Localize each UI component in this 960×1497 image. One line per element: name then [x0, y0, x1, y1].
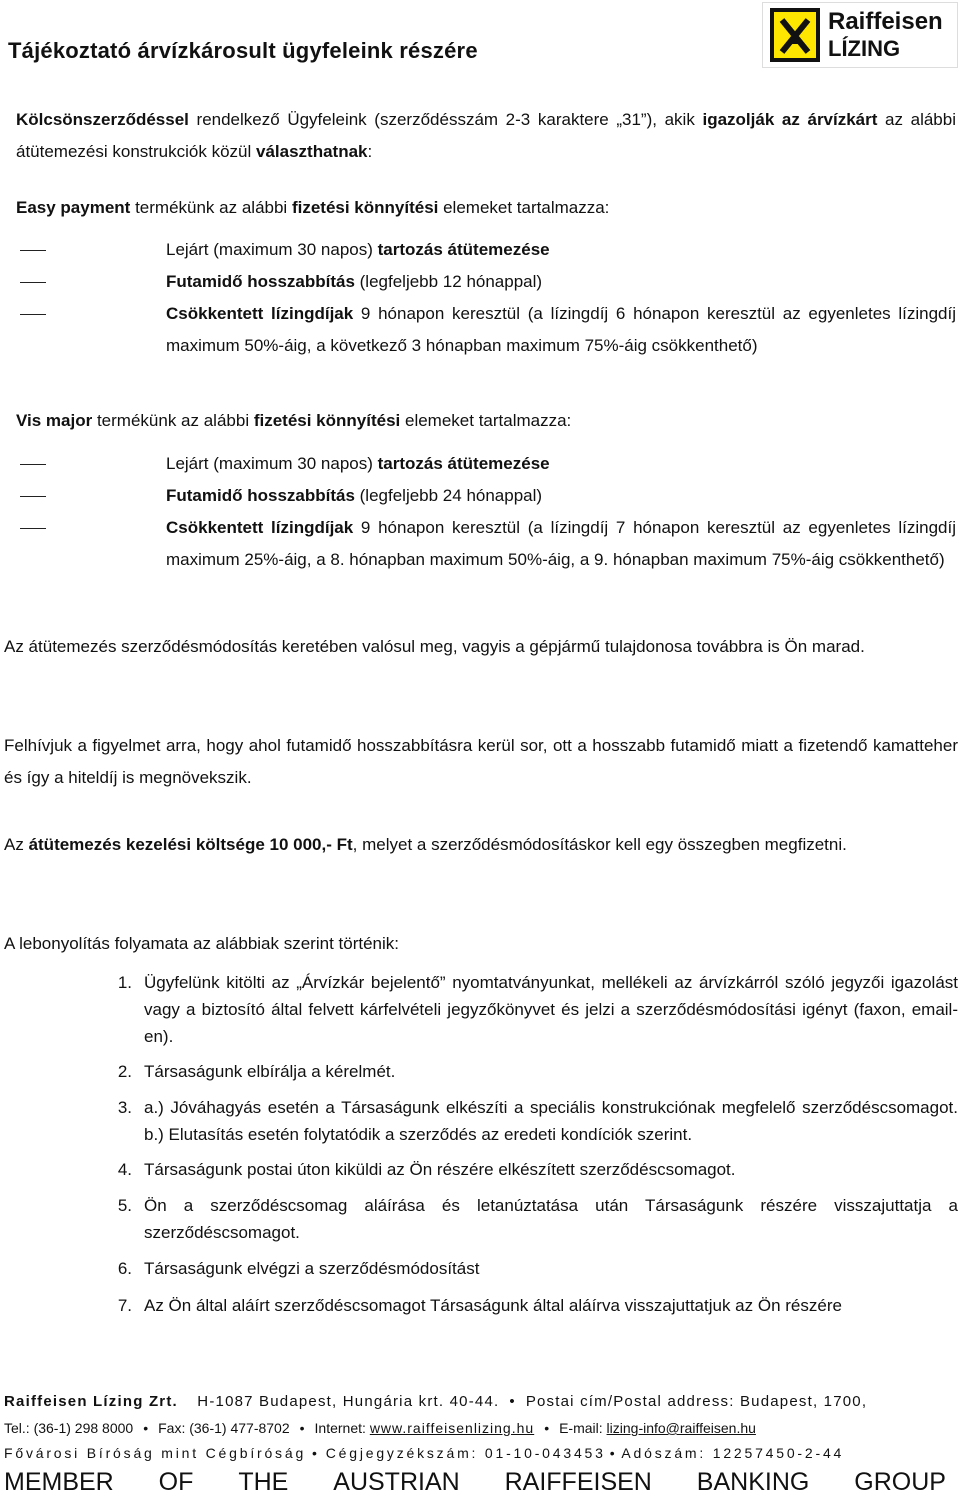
tagline-word: MEMBER	[4, 1468, 114, 1496]
intro-bold-3: árvízkárt	[807, 110, 878, 129]
vis-lead-bold-2: fizetési könnyítési	[253, 411, 401, 430]
intro-paragraph	[16, 104, 956, 168]
fee-paragraph: Az átütemezés kezelési költsége 10 000,- Ft, melyet a szerződésmódosításkor kell egy összegben megfizetni.	[4, 835, 847, 854]
footer-company-line	[4, 1393, 867, 1410]
bullet-icon: •	[609, 1445, 618, 1461]
intro-bold-1: Kölcsönszerződéssel	[16, 110, 189, 129]
tagline-word: THE	[238, 1468, 289, 1496]
footer-fax: Fax: (36-1) 477-8702	[158, 1420, 290, 1436]
page-title: Tájékoztató árvízkárosult ügyfeleink részére	[8, 38, 478, 63]
email-link[interactable]: lizing-info@raiffeisen.hu	[606, 1420, 756, 1436]
logo-text-lizing: LÍZING	[828, 36, 901, 61]
intro-text-2: az alábbi átütemezési konstrukciók közül	[16, 110, 956, 161]
process-step-7: 7. Az Ön által aláírt szerződéscsomagot Társaságunk által aláírva visszajuttatjuk az Ön részére	[117, 1296, 842, 1315]
easy-item-1: Lejárt (maximum 30 napos) tartozás átütemezése	[166, 234, 956, 266]
easy-lead-bold-2: fizetési könnyítési	[291, 198, 439, 217]
vis-lead-bold: Vis major	[16, 411, 93, 430]
easy-item-2: Futamidő hosszabbítás (legfeljebb 12 hónappal)	[166, 266, 956, 298]
vis-item-1: Lejárt (maximum 30 napos) tartozás átütemezése	[166, 448, 956, 480]
footer-tax: Adószám: 12257450-2-44	[621, 1445, 845, 1461]
easy-lead-text-2: elemeket tartalmazza:	[438, 198, 610, 217]
easy-payment-lead	[16, 192, 956, 224]
footer-regno: Cégjegyzékszám: 01-10-043453	[325, 1445, 606, 1461]
logo-text-raiffeisen: Raiffeisen	[828, 8, 943, 35]
intro-bold-2: igazolják az	[702, 110, 800, 129]
intro-bold-4: választhatnak	[256, 142, 368, 161]
bullet-icon: •	[143, 1420, 149, 1436]
footer-internet-label: Internet:	[314, 1420, 370, 1436]
easy-lead-bold: Easy payment	[16, 198, 131, 217]
process-step-5: 5. Ön a szerződéscsomag aláírása és letanúztatása után Társaságunk részére visszajuttatja a szerződéscsomagot.	[117, 1196, 958, 1242]
bullet-icon: •	[544, 1420, 550, 1436]
process-step-4: 4. Társaságunk postai úton kiküldi az Ön részére elkészített szerződéscsomagot.	[117, 1160, 736, 1179]
footer-court: Fővárosi Bíróság mint Cégbíróság	[4, 1445, 307, 1461]
footer-company: Raiffeisen Lízing Zrt.	[4, 1393, 178, 1410]
footer-postal: Postai cím/Postal address: Budapest, 1700,	[525, 1393, 868, 1410]
process-step-2: 2. Társaságunk elbírálja a kérelmét.	[117, 1062, 396, 1081]
website-link[interactable]: www.raiffeisenlizing.hu	[369, 1420, 535, 1436]
intro-text-1: rendelkező Ügyfeleink (szerződésszám 2-3 karaktere „31”), akik	[188, 110, 703, 129]
raiffeisen-logo	[762, 2, 958, 68]
process-lead: A lebonyolítás folyamata az alábbiak szerint történik:	[4, 934, 399, 953]
bullet-icon: •	[312, 1445, 320, 1461]
footer-address: H-1087 Budapest, Hungária krt. 40-44.	[197, 1393, 500, 1410]
bullet-icon: •	[299, 1420, 305, 1436]
process-step-6: 6. Társaságunk elvégzi a szerződésmódosítást	[117, 1259, 480, 1278]
vis-item-2: Futamidő hosszabbítás (legfeljebb 24 hónappal)	[166, 480, 956, 512]
process-step-3: 3. a.) Jóváhagyás esetén a Társaságunk elkészíti a speciális konstrukciónak megfelelő szerződéscsomagot. b.) Elutasítás esetén folytatódik a szerződés az eredeti kondíciók szerint.	[117, 1098, 958, 1144]
tagline-word: GROUP	[854, 1468, 946, 1496]
tagline-word: OF	[158, 1468, 194, 1496]
ownership-paragraph: Az átütemezés szerződésmódosítás keretében valósul meg, vagyis a gépjármű tulajdonosa továbbra is Ön marad.	[4, 637, 865, 656]
intro-text-3: :	[367, 142, 373, 161]
footer-registry-line	[4, 1445, 844, 1461]
vis-lead-text-2: elemeket tartalmazza:	[400, 411, 572, 430]
bullet-icon: •	[509, 1393, 516, 1410]
footer-contact-line	[4, 1420, 756, 1436]
vis-major-lead	[16, 405, 956, 437]
easy-item-3: Csökkentett lízingdíjak 9 hónapon keresztül (a lízingdíj 6 hónapon keresztül az egyenletes lízingdíj maximum 50%-áig, a következő 3 hónapban maximum 75%-áig csökkenthető)	[166, 298, 956, 362]
easy-lead-text: termékünk az alábbi	[130, 198, 292, 217]
vis-lead-text: termékünk az alábbi	[92, 411, 254, 430]
gable-cross-icon	[770, 8, 820, 62]
footer-tel: Tel.: (36-1) 298 8000	[4, 1420, 134, 1436]
process-step-1: 1. Ügyfelünk kitölti az „Árvízkár bejelentő” nyomtatványunkat, mellékeli az árvízkárról szóló jegyzői igazolást vagy a biztosító által felvett kárfelvételi jegyzőkönyvet és jelzi a szerződésmódosítási igényt (faxon, email-en).	[117, 973, 958, 1046]
tagline-word: AUSTRIAN	[333, 1468, 460, 1496]
footer-email-label: E-mail:	[559, 1420, 607, 1436]
interest-notice-paragraph: Felhívjuk a figyelmet arra, hogy ahol futamidő hosszabbításra kerül sor, ott a hosszabb futamidő miatt a fizetendő kamatteher és így a hiteldíj is megnövekszik.	[4, 736, 958, 787]
vis-item-3: Csökkentett lízingdíjak 9 hónapon keresztül (a lízingdíj 7 hónapon keresztül az egyenletes lízingdíj maximum 25%-áig, a 8. hónapban maximum 50%-áig, a 9. hónapban maximum 75%-áig csökkenthető)	[166, 512, 956, 576]
tagline-word: RAIFFEISEN	[504, 1468, 652, 1496]
member-tagline	[0, 1468, 960, 1497]
tagline-word: BANKING	[696, 1468, 810, 1496]
